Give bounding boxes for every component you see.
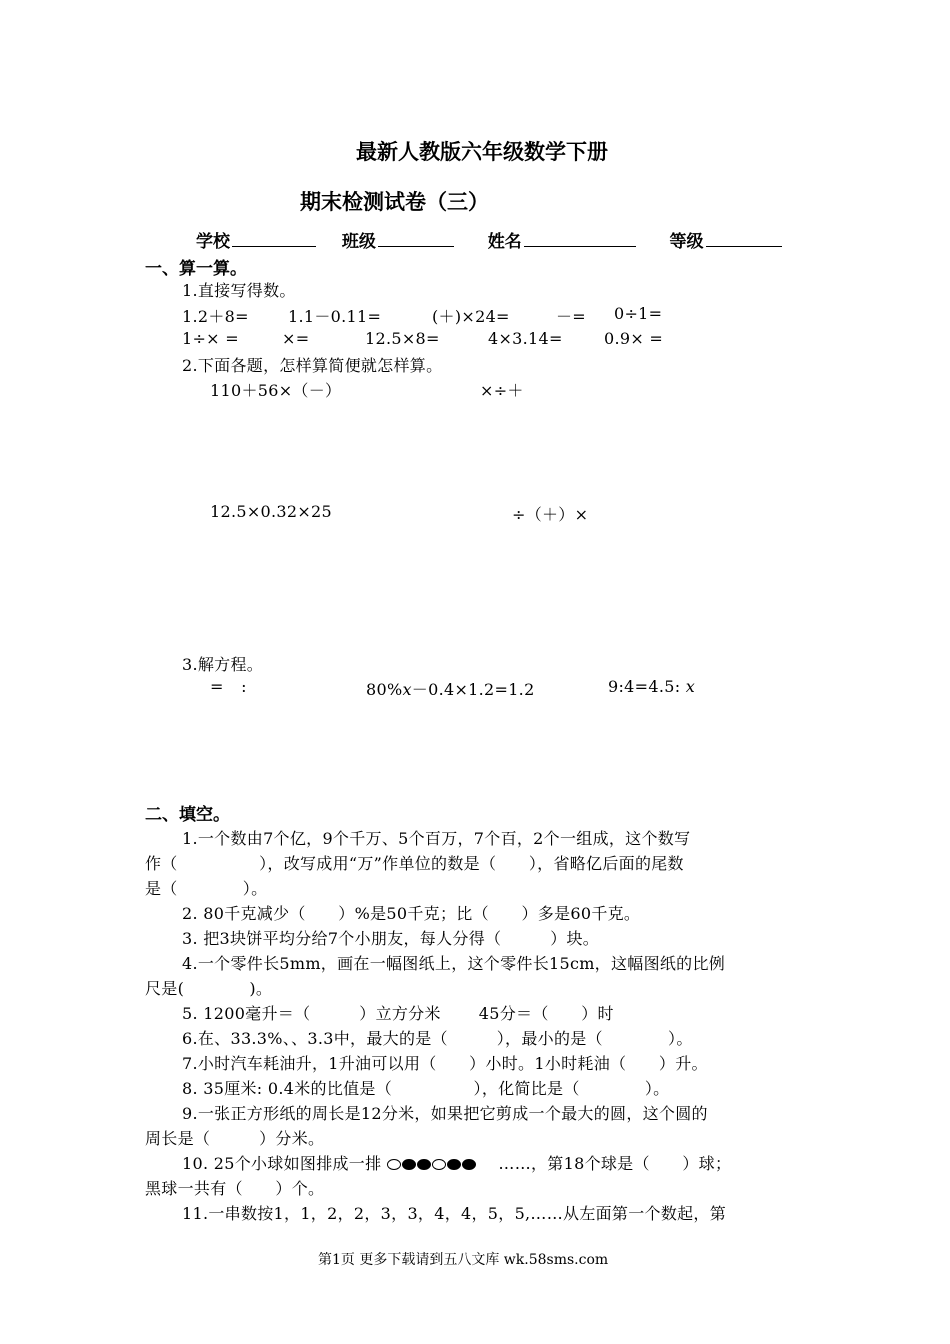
school-blank [232,230,316,247]
q1-title: 1.直接写得数。 [182,281,296,300]
q3-item: 80%x－0.4×1.2=1.2 [366,680,535,699]
q1-row2-item: ×= [282,329,310,348]
q1-row2-item: 1÷× = [182,329,239,348]
grade-label: 等级 [669,232,704,252]
white-ball [432,1159,446,1170]
text-line: 作（ ），改写成用“万”作单位的数是（ ），省略亿后面的尾数 [145,854,684,873]
text-line: 1.一个数由7个亿，9个千万、5个百万，7个百，2个一组成，这个数写 [182,829,691,848]
q1-row1-item: (＋)×24= [432,307,510,326]
grade-blank [706,230,782,247]
white-ball [387,1159,401,1170]
q1-row2-item: 0.9× = [604,329,664,348]
page-subtitle: 期末检测试卷（三） [300,190,489,214]
q1-row1-item: －= [556,307,587,326]
q2-title: 2.下面各题，怎样算简便就怎样算。 [182,356,443,375]
black-ball [417,1159,431,1170]
text-line: 是（ ）。 [145,879,268,898]
text-line: 10. 25个小球如图排成一排 ……，第18个球是（ ）球； [182,1154,732,1173]
q2-item: ×÷＋ [480,381,524,400]
black-ball [402,1159,416,1170]
text-line: 2. 80千克减少（ ）%是50千克；比（ ）多是60千克。 [182,904,641,923]
text-line: 周长是（ ）分米。 [145,1129,325,1148]
ball-pattern [387,1159,476,1170]
page-title: 最新人教版六年级数学下册 [356,140,608,164]
text-line: 黑球一共有（ ）个。 [145,1179,325,1198]
section1-heading: 一、算一算。 [145,259,247,279]
q2-item: 110＋56×（－） [210,381,342,400]
text-line: 9.一张正方形纸的周长是12分米，如果把它剪成一个最大的圆，这个圆的 [182,1104,708,1123]
class-blank [378,230,454,247]
name-blank [524,230,636,247]
class-label: 班级 [341,232,376,252]
school-label: 学校 [196,232,230,252]
q3-title: 3.解方程。 [182,655,264,674]
text-line: 尺是( )。 [145,979,273,998]
name-label: 姓名 [487,232,522,252]
text-line: 5. 1200毫升＝（ ）立方分米 45分＝（ ）时 [182,1004,614,1023]
page-footer: 第1页 更多下载请到五八文库 wk.58sms.com [318,1252,609,1268]
black-ball [447,1159,461,1170]
q1-row1-item: 1.2＋8= [182,307,249,326]
q3-item: = : [210,677,247,696]
text-line: 7.小时汽车耗油升，1升油可以用（ ）小时。1小时耗油（ ）升。 [182,1054,708,1073]
text-line: 6.在、33.3%、、3.3中，最大的是（ ），最小的是（ ）。 [182,1029,693,1048]
black-ball [462,1159,476,1170]
section2-heading: 二、填空。 [145,805,230,825]
q2-item: ÷（＋）× [512,505,589,524]
text-line: 4.一个零件长5mm，画在一幅图纸上，这个零件长15cm，这幅图纸的比例 [182,954,726,973]
q1-row2-item: 4×3.14= [488,329,563,348]
q2-item: 12.5×0.32×25 [210,502,333,521]
q3-item: 9:4=4.5: x [608,677,696,696]
q1-row1-item: 0÷1= [614,304,663,323]
text-line: 3. 把3块饼平均分给7个小朋友，每人分得（ ）块。 [182,929,600,948]
q1-row2-item: 12.5×8= [365,329,440,348]
text-line: 8. 35厘米: 0.4米的比值是（ ），化简比是（ ）。 [182,1079,670,1098]
text-line: 11.一串数按1，1，2，2，3，3，4，4，5，5,……从左面第一个数起，第 [182,1204,727,1223]
q1-row1-item: 1.1－0.11= [288,307,382,326]
info-fields [196,227,782,252]
